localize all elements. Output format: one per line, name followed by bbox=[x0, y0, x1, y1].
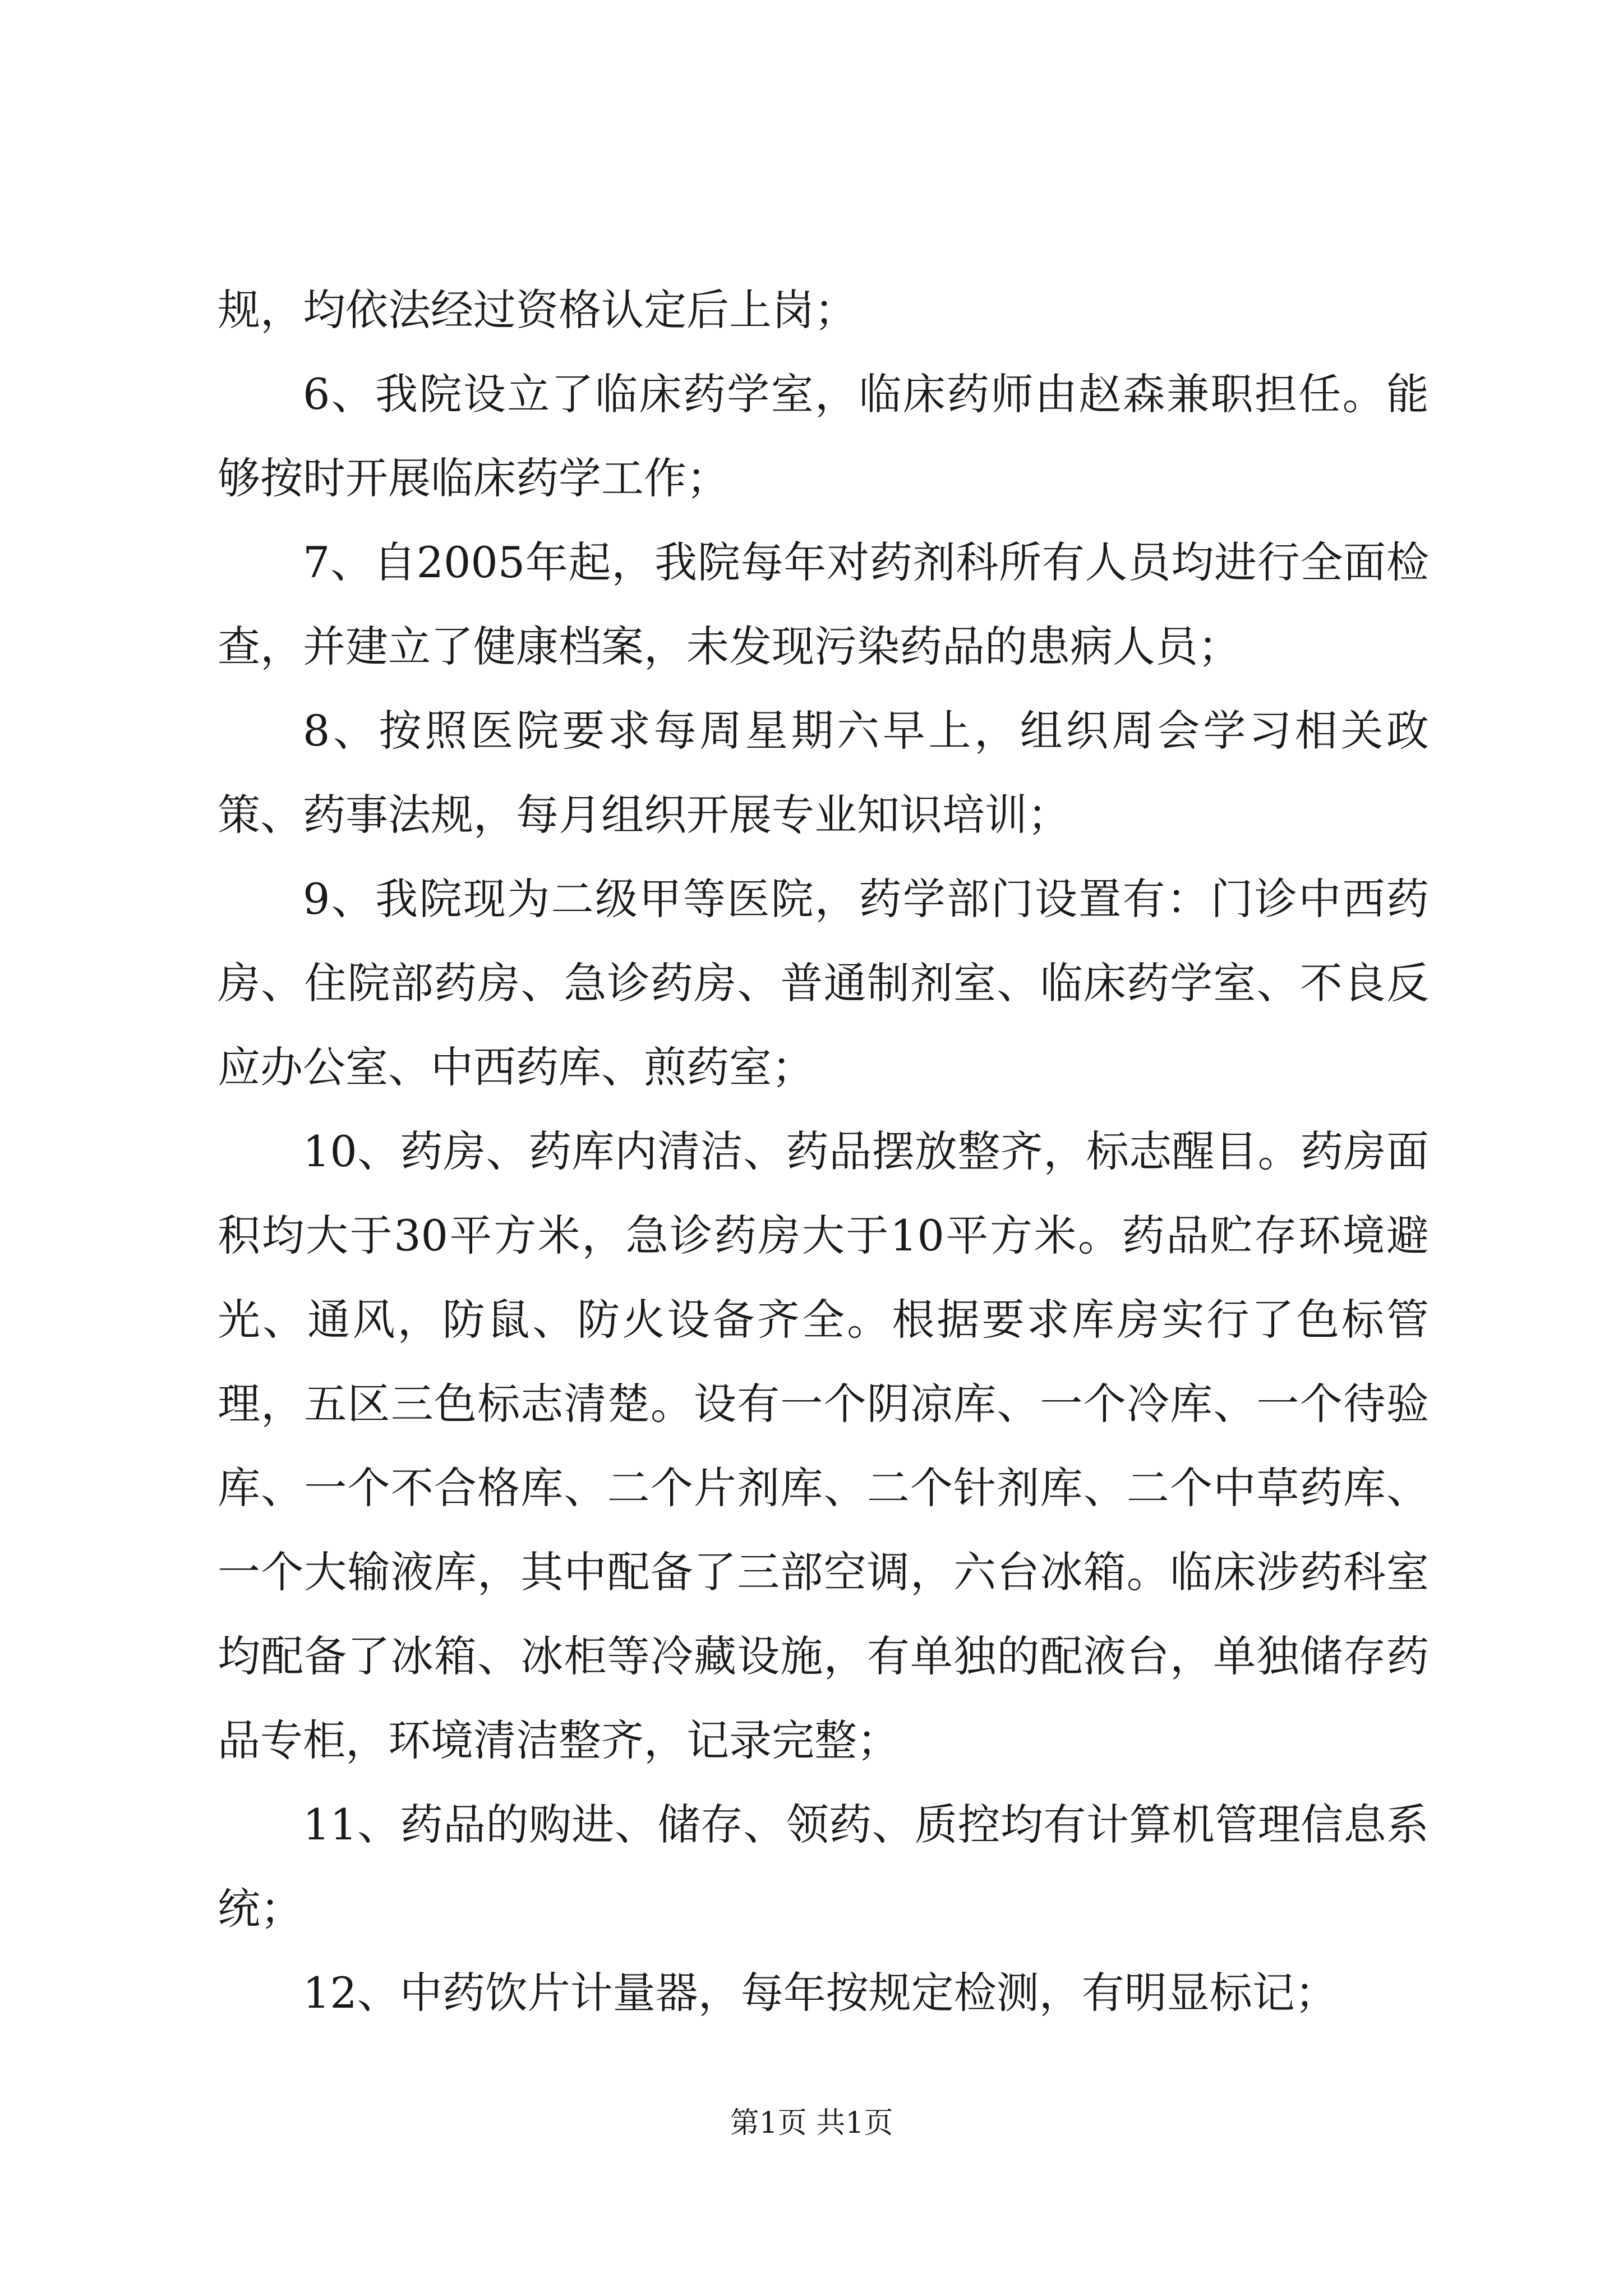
paragraph-item-8: 8、按照医院要求每周星期六早上，组织周会学习相关政策、药事法规，每月组织开展专业知识培训； bbox=[218, 706, 1429, 840]
page-footer: 第1页 共1页 bbox=[730, 2106, 893, 2140]
paragraph-item-10: 10、药房、药库内清洁、药品摆放整齐，标志醒目。药房面积均大于30平方米，急诊药房大于10平方米。药品贮存环境避光、通风，防鼠、防火设备齐全。根据要求库房实行了色标管理，五区三色标志清楚。设有一个阴凉库、一个冷库、一个待验库、一个不合格库、二个片剂库、二个针剂库、二个中草药库、一个大输液库，其中配备了三部空调，六台冰箱。临床涉药科室均配备了冰箱、冰柜等冷藏设施，有单独的配液台，单独储存药品专柜，环境清洁整齐，记录完整； bbox=[218, 1126, 1429, 1765]
document-body bbox=[218, 268, 1429, 2035]
paragraph-item-9: 9、我院现为二级甲等医院，药学部门设置有：门诊中西药房、住院部药房、急诊药房、普通制剂室、临床药学室、不良反应办公室、中西药库、煎药室； bbox=[218, 874, 1429, 1092]
paragraph-item-7: 7、自2005年起，我院每年对药剂科所有人员均进行全面检查，并建立了健康档案，未发现污染药品的患病人员； bbox=[218, 537, 1429, 671]
paragraph-item-11: 11、药品的购进、储存、领药、质控均有计算机管理信息系统； bbox=[218, 1800, 1429, 1934]
paragraph-continuation: 规，均依法经过资格认定后上岗； bbox=[218, 285, 857, 335]
paragraph-item-12: 12、中药饮片计量器，每年按规定检测，有明显标记； bbox=[303, 1968, 1338, 2018]
paragraph-item-6: 6、我院设立了临床药学室，临床药师由赵森兼职担任。能够按时开展临床药学工作； bbox=[218, 369, 1429, 503]
